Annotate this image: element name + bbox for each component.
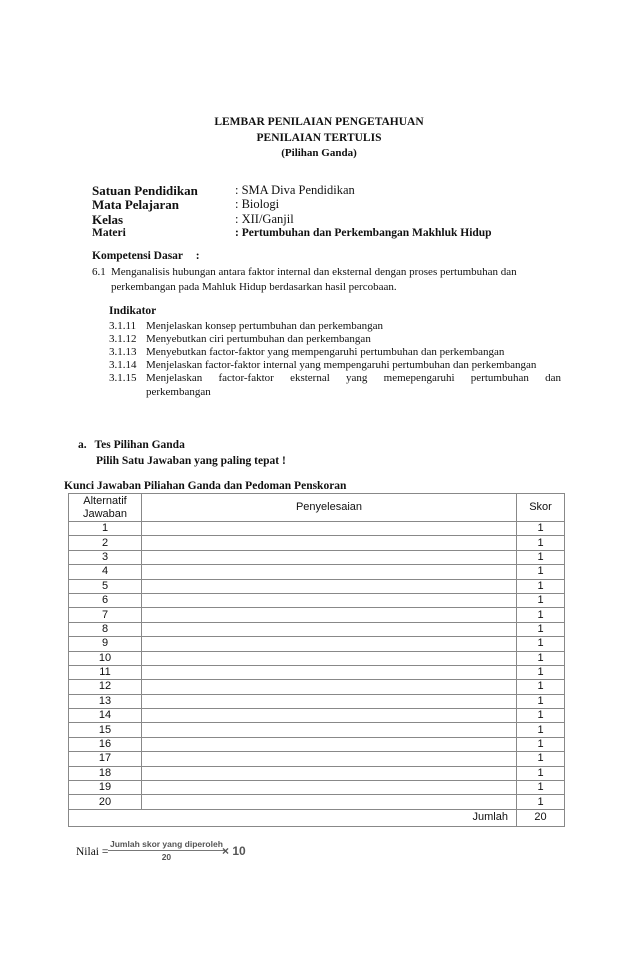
kd-text-line1: Menganalisis hubungan antara faktor internal dan eksternal dengan proses pertumbuhan dan — [111, 266, 517, 278]
table-total-row — [69, 809, 565, 826]
row-number: 5 — [69, 579, 142, 593]
indikator-num: 3.1.13 — [109, 346, 137, 358]
row-skor: 1 — [517, 694, 565, 708]
row-number: 12 — [69, 680, 142, 694]
row-penyelesaian — [142, 522, 517, 536]
section-letter: a. — [78, 439, 87, 451]
label-mapel: Mata Pelajaran — [92, 197, 180, 212]
row-skor: 1 — [517, 665, 565, 679]
table-row — [69, 550, 565, 564]
row-number: 15 — [69, 723, 142, 737]
row-skor: 1 — [517, 565, 565, 579]
row-skor: 1 — [517, 795, 565, 809]
row-number: 2 — [69, 536, 142, 550]
row-number: 16 — [69, 737, 142, 751]
table-row — [69, 522, 565, 536]
row-penyelesaian — [142, 536, 517, 550]
row-number: 17 — [69, 752, 142, 766]
row-number: 3 — [69, 550, 142, 564]
nilai-label: Nilai = — [76, 846, 109, 858]
table-row — [69, 680, 565, 694]
header-skor: Skor — [517, 494, 565, 522]
indikator-item — [109, 372, 561, 385]
row-number: 4 — [69, 565, 142, 579]
row-penyelesaian — [142, 694, 517, 708]
indikator-text-continued: perkembangan — [146, 386, 211, 398]
row-number: 9 — [69, 637, 142, 651]
row-skor: 1 — [517, 737, 565, 751]
label-kelas: Kelas — [92, 212, 124, 227]
row-penyelesaian — [142, 723, 517, 737]
jumlah-value: 20 — [517, 809, 565, 826]
table-row — [69, 622, 565, 636]
row-penyelesaian — [142, 795, 517, 809]
row-number: 19 — [69, 781, 142, 795]
row-number: 18 — [69, 766, 142, 780]
indikator-text: Menyebutkan factor-faktor yang mempengaruhi pertumbuhan dan perkembangan — [146, 346, 505, 358]
table-row — [69, 766, 565, 780]
row-number: 8 — [69, 622, 142, 636]
header-alternatif — [69, 494, 142, 522]
row-skor: 1 — [517, 651, 565, 665]
section-instruction: Pilih Satu Jawaban yang paling tepat ! — [96, 455, 286, 467]
table-caption: Kunci Jawaban Piliahan Ganda dan Pedoman Penskoran — [64, 480, 347, 492]
kd-heading — [92, 250, 200, 262]
row-penyelesaian — [142, 593, 517, 607]
indikator-item — [109, 320, 561, 333]
table-row — [69, 536, 565, 550]
indikator-num: 3.1.12 — [109, 333, 137, 345]
indikator-item — [109, 333, 561, 346]
row-penyelesaian — [142, 665, 517, 679]
table-row — [69, 608, 565, 622]
row-number: 20 — [69, 795, 142, 809]
row-penyelesaian — [142, 781, 517, 795]
value-kelas: : XII/Ganjil — [235, 212, 294, 226]
row-skor: 1 — [517, 579, 565, 593]
indikator-num: 3.1.15 — [109, 372, 137, 384]
table-row — [69, 565, 565, 579]
indikator-heading: Indikator — [109, 305, 157, 317]
indikator-text: Menyebutkan ciri pertumbuhan dan perkembangan — [146, 333, 371, 345]
indikator-text: Menjelaskan factor-faktor internal yang mempengaruhi pertumbuhan dan perkembangan — [146, 359, 537, 371]
kd-heading-text: Kompetensi Dasar — [92, 250, 183, 262]
row-penyelesaian — [142, 565, 517, 579]
table-row — [69, 651, 565, 665]
row-penyelesaian — [142, 651, 517, 665]
row-skor: 1 — [517, 680, 565, 694]
row-penyelesaian — [142, 737, 517, 751]
doc-subtitle: PENILAIAN TERTULIS — [256, 132, 382, 144]
fraction-numerator: Jumlah skor yang diperoleh — [110, 839, 223, 849]
row-number: 7 — [69, 608, 142, 622]
kd-text-line2: perkembangan pada Mahluk Hidup berdasarkan hasil percobaan. — [111, 281, 397, 293]
row-number: 10 — [69, 651, 142, 665]
row-skor: 1 — [517, 637, 565, 651]
row-skor: 1 — [517, 723, 565, 737]
answer-key-table — [68, 493, 565, 827]
row-penyelesaian — [142, 709, 517, 723]
table-row — [69, 637, 565, 651]
indikator-item — [109, 346, 561, 359]
row-skor: 1 — [517, 522, 565, 536]
row-penyelesaian — [142, 766, 517, 780]
table-row — [69, 694, 565, 708]
indikator-num: 3.1.14 — [109, 359, 137, 371]
value-materi: : Pertumbuhan dan Perkembangan Makhluk Hidup — [235, 227, 492, 239]
row-skor: 1 — [517, 709, 565, 723]
label-satuan: Satuan Pendidikan — [92, 183, 198, 198]
fraction-denominator: 20 — [161, 852, 172, 862]
row-skor: 1 — [517, 608, 565, 622]
table-row — [69, 709, 565, 723]
table-row — [69, 752, 565, 766]
table-header-row — [69, 494, 565, 522]
indikator-text: Menjelaskan factor-faktor eksternal yang memepengaruhi pertumbuhan dan — [146, 372, 561, 384]
header-alt-line2: Jawaban — [82, 507, 128, 520]
row-skor: 1 — [517, 536, 565, 550]
row-number: 6 — [69, 593, 142, 607]
row-penyelesaian — [142, 622, 517, 636]
table-row — [69, 593, 565, 607]
section-heading — [78, 439, 185, 451]
table-row — [69, 781, 565, 795]
header-penyelesaian: Penyelesaian — [142, 494, 517, 522]
row-penyelesaian — [142, 550, 517, 564]
row-skor: 1 — [517, 593, 565, 607]
table-row — [69, 737, 565, 751]
value-mapel: : Biologi — [235, 197, 280, 211]
row-penyelesaian — [142, 608, 517, 622]
label-materi: Materi — [92, 227, 126, 239]
row-skor: 1 — [517, 550, 565, 564]
table-row — [69, 795, 565, 809]
indikator-item — [109, 359, 561, 372]
row-number: 14 — [69, 709, 142, 723]
value-satuan: : SMA Diva Pendidikan — [235, 183, 355, 197]
table-row — [69, 579, 565, 593]
row-penyelesaian — [142, 637, 517, 651]
row-penyelesaian — [142, 752, 517, 766]
doc-type: (Pilihan Ganda) — [281, 147, 357, 159]
indikator-num: 3.1.11 — [109, 320, 137, 332]
doc-title: LEMBAR PENILAIAN PENGETAHUAN — [214, 116, 424, 128]
kd-number: 6.1 — [92, 266, 106, 278]
indikator-text: Menjelaskan konsep pertumbuhan dan perkembangan — [146, 320, 384, 332]
section-title: Tes Pilihan Ganda — [94, 439, 185, 451]
row-number: 13 — [69, 694, 142, 708]
kd-heading-colon: : — [195, 250, 200, 262]
row-skor: 1 — [517, 752, 565, 766]
row-number: 11 — [69, 665, 142, 679]
nilai-multiplier: × 10 — [222, 844, 246, 858]
row-skor: 1 — [517, 622, 565, 636]
row-penyelesaian — [142, 579, 517, 593]
row-number: 1 — [69, 522, 142, 536]
jumlah-label: Jumlah — [69, 809, 517, 826]
header-alt-line1: Alternatif — [83, 494, 127, 507]
table-row — [69, 665, 565, 679]
row-skor: 1 — [517, 781, 565, 795]
row-skor: 1 — [517, 766, 565, 780]
row-penyelesaian — [142, 680, 517, 694]
nilai-fraction — [108, 839, 225, 862]
table-row — [69, 723, 565, 737]
